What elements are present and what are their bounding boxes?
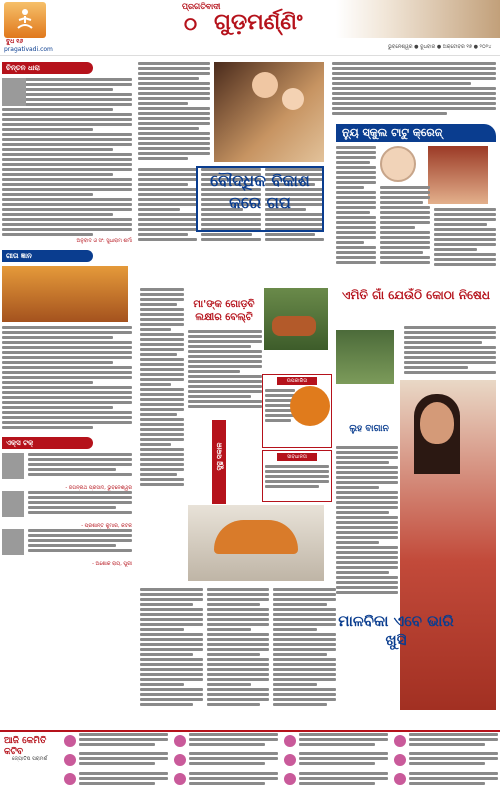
story-headline: ବୌଦ୍ଧିକ ବିକାଶ କରେ ଗପ — [210, 171, 310, 212]
section-heading: ଚିନ୍ତନ ଧାରା — [2, 62, 93, 74]
section-heading: ଗୀତା ଜ୍ଞାନ — [2, 250, 93, 262]
zodiac-entry — [172, 751, 280, 768]
photo-face — [282, 88, 304, 110]
libra-icon — [284, 735, 296, 747]
milk-headline: ମା'ଙ୍କ ଗୋଡ଼ବି ଲକ୍ଷୀର ବେଲ୍ଟି — [193, 299, 255, 323]
zodiac-entry — [62, 732, 170, 749]
benefits-label: ଉପକାରିତା — [277, 377, 317, 385]
author-photo — [2, 529, 24, 555]
yoga-pose-figure — [214, 520, 298, 554]
caution-box — [262, 450, 332, 502]
article-body — [140, 288, 184, 588]
photo-face — [252, 72, 278, 98]
zodiac-entry — [392, 751, 500, 768]
section-heading: ଏକ୍ସ ଟକ୍ — [2, 437, 93, 449]
byline: - ଜଗନ୍ନାଥ ପ୍ରସାଦ, ଭୁବନେଶ୍ୱର — [65, 485, 132, 491]
tattoo-model-photo — [428, 146, 488, 204]
garden-label: ଲୁହ ବାଗାନ — [349, 424, 389, 434]
zodiac-entry — [172, 732, 280, 749]
byline: - ପ୍ରଶାନ୍ତ କୁମାର, କଟକ — [81, 523, 132, 529]
aries-icon — [64, 735, 76, 747]
village-headline: ଏମିତି ଗାଁ ଯେଉଁଠି କୋଠା ନିଷେଧ — [342, 288, 490, 302]
leo-icon — [174, 754, 186, 766]
taurus-icon — [64, 754, 76, 766]
sagittarius-icon — [284, 773, 296, 785]
tattoo-intro — [332, 62, 496, 122]
capricorn-icon — [394, 735, 406, 747]
article-body — [434, 208, 496, 278]
zodiac-entry — [282, 751, 390, 768]
brand-number: ୦ — [184, 14, 198, 35]
horoscope-subtitle: ଜ୍ୟୋତିଷ ପରାମର୍ଶ — [12, 756, 48, 762]
aquarius-icon — [394, 754, 406, 766]
caution-label: ସାବଧାନତା — [277, 453, 317, 461]
author-photo — [2, 78, 26, 106]
gemini-icon — [64, 773, 76, 785]
tattoo-heading: ନ୍ୟୁ ସ୍କୁଲ ଟାଟୁ କ୍ରେଜ୍ — [336, 124, 496, 142]
bottom-article — [140, 588, 336, 718]
letter-item — [2, 491, 132, 517]
article-body — [404, 326, 496, 378]
cancer-icon — [174, 735, 186, 747]
byline: ଅନୁବାଦ ଓ ସଂ: ସୁଧାରାମ ଶର୍ମା — [76, 238, 132, 244]
tattoo-photo — [380, 146, 416, 182]
virgo-icon — [174, 773, 186, 785]
zodiac-entry — [282, 771, 390, 788]
gita-illustration — [2, 266, 128, 322]
actress-face — [420, 402, 454, 444]
health-tag-label: ସୁସ୍ଥ ସକାଳ — [215, 442, 224, 471]
zodiac-entry — [62, 751, 170, 768]
header-photo — [336, 0, 500, 38]
article-body — [2, 326, 132, 429]
article-body — [138, 62, 210, 160]
horoscope-title: ଆଜି କେମିତି କଟିବ — [4, 736, 47, 757]
brand-subtitle: ପ୍ରଗତିବାଦୀ — [182, 2, 221, 11]
letter-item — [2, 529, 132, 555]
date-line: ଭୁବନେଶ୍ୱର ● ବୁଧବାର ● ଅକ୍ଟୋବର ୧୭ ● ୨୦୨୪ — [388, 44, 492, 50]
pisces-icon — [394, 773, 406, 785]
actress-headline: ମାଳବିକା ଏବେ ଭାରି ଖୁସି — [338, 612, 454, 649]
monk-photo — [290, 386, 330, 426]
zodiac-entry — [392, 732, 500, 749]
site-url[interactable]: pragativadi.com — [4, 46, 53, 53]
byline: - ଅଶୋକ ରାୟ, ପୁରୀ — [92, 561, 132, 567]
page-number: ବୁଧ ୧୬ — [6, 38, 24, 45]
zodiac-entry — [392, 771, 500, 788]
zodiac-entry — [282, 732, 390, 749]
zodiac-entry — [62, 771, 170, 788]
meditation-icon — [16, 8, 34, 32]
left-column — [2, 62, 132, 722]
masthead — [0, 0, 500, 56]
letter-item — [2, 453, 132, 479]
horoscope-grid — [62, 732, 500, 788]
author-photo — [2, 453, 24, 479]
cow-figure — [272, 316, 316, 336]
tree-photo — [336, 330, 394, 384]
author-photo — [2, 491, 24, 517]
yoga-logo — [4, 2, 46, 38]
article-body — [336, 446, 398, 606]
brand-title: ଗୁଡ଼ମର୍ଣ୍ଣିଂ — [214, 10, 303, 35]
scorpio-icon — [284, 754, 296, 766]
article-body — [336, 146, 376, 276]
zodiac-entry — [172, 771, 280, 788]
article-body — [380, 186, 430, 276]
